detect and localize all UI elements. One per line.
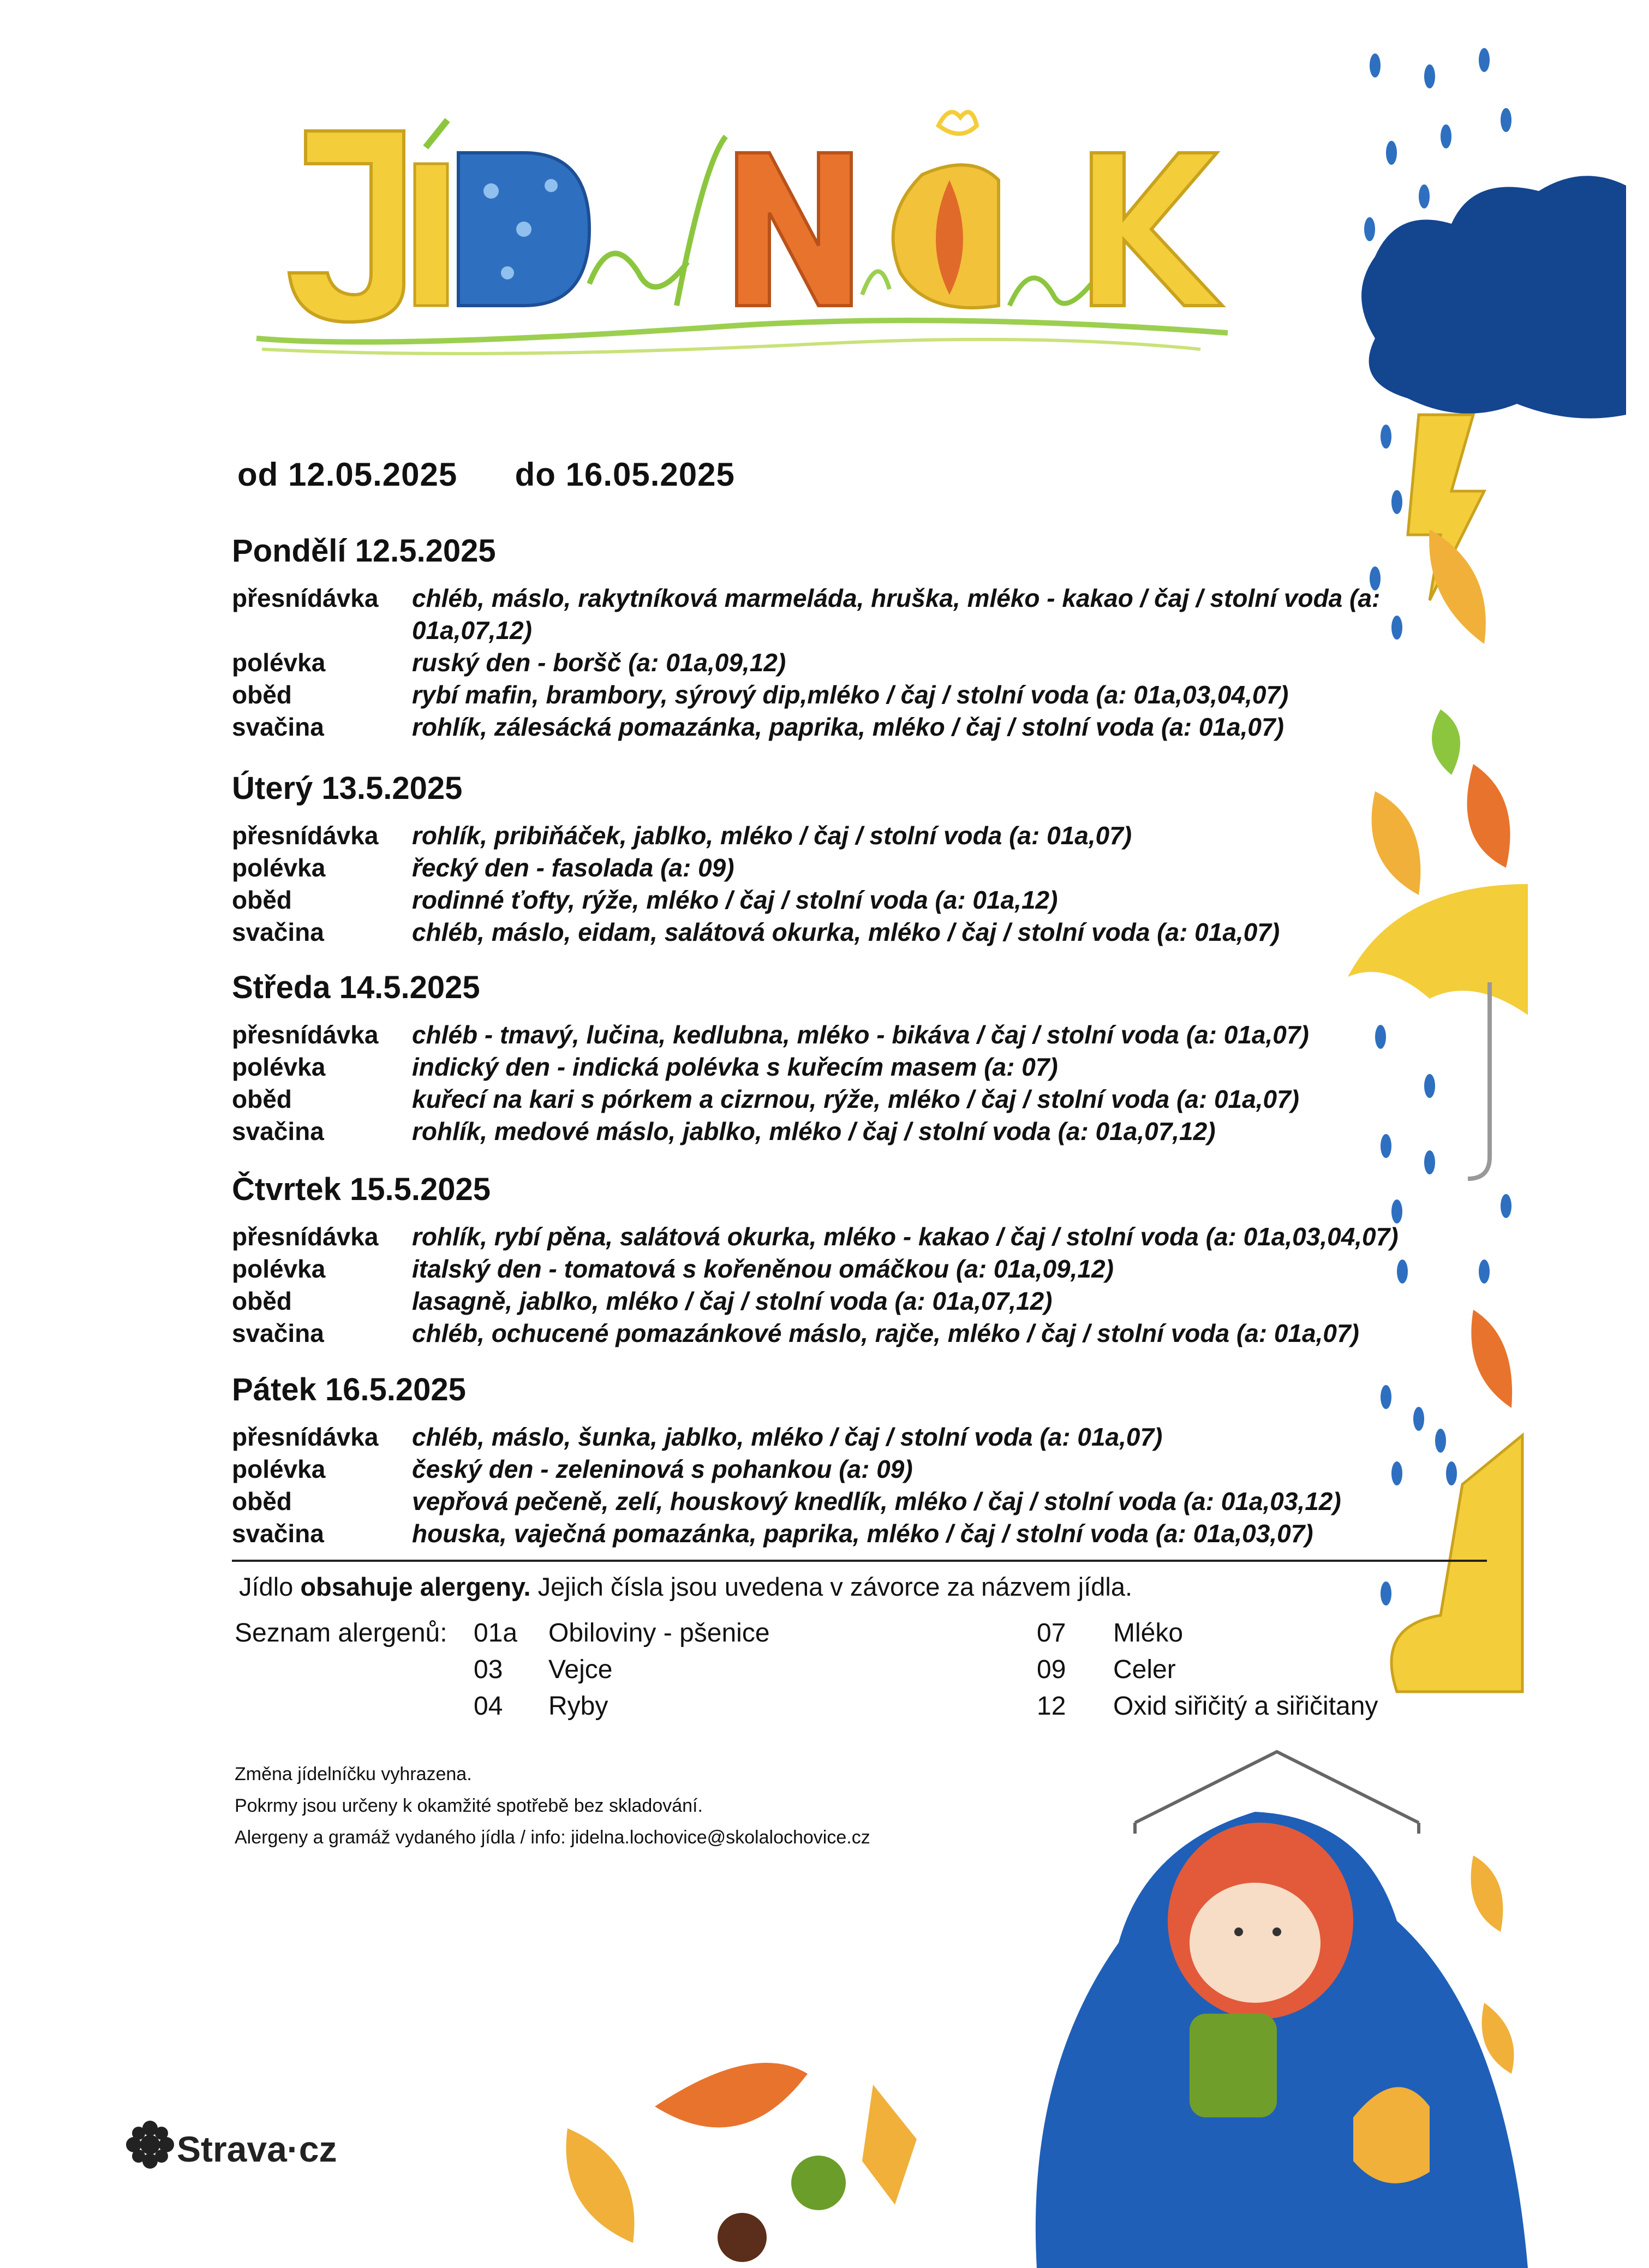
meal-row — [232, 647, 1542, 679]
allergen-code: 04 — [474, 1692, 503, 1721]
allergen-name: Celer — [1113, 1655, 1176, 1684]
meal-row — [232, 582, 1542, 647]
meal-label: svačina — [232, 713, 324, 741]
day-tuesday — [232, 769, 1542, 948]
meal-label: polévka — [232, 854, 326, 882]
meal-text: rohlík, rybí pěna, salátová okurka, mléko - kakao / čaj / stolní voda (a: 01a,03,04,07) — [412, 1222, 1399, 1251]
girl-illustration — [1036, 1752, 1528, 2268]
meal-row — [232, 1317, 1542, 1350]
period-to: do 16.05.2025 — [515, 456, 735, 493]
meal-label: oběd — [232, 1287, 292, 1315]
footer-note: Změna jídelníčku vyhrazena. — [235, 1764, 472, 1784]
menu-period — [237, 456, 735, 493]
meal-text: český den - zeleninová s pohankou (a: 09) — [412, 1455, 913, 1483]
meal-text: chléb - tmavý, lučina, kedlubna, mléko - bikáva / čaj / stolní voda (a: 01a,07) — [412, 1020, 1309, 1049]
meal-text: ruský den - boršč (a: 01a,09,12) — [412, 648, 786, 677]
meal-label: polévka — [232, 1053, 326, 1081]
meal-text: vepřová pečeně, zelí, houskový knedlík, mléko / čaj / stolní voda (a: 01a,03,12) — [412, 1487, 1341, 1515]
day-title: Čtvrtek 15.5.2025 — [232, 1172, 491, 1207]
allergen-note-prefix: Jídlo — [239, 1572, 294, 1601]
allergen-name: Vejce — [548, 1655, 613, 1684]
meal-label: oběd — [232, 886, 292, 914]
meal-text: chléb, máslo, šunka, jablko, mléko / čaj / stolní voda (a: 01a,07) — [412, 1423, 1163, 1451]
meal-row — [232, 1421, 1542, 1453]
meal-label: oběd — [232, 1487, 292, 1515]
meal-text: italský den - tomatová s kořeněnou omáčkou (a: 01a,09,12) — [412, 1255, 1114, 1283]
allergen-code: 07 — [1037, 1619, 1066, 1648]
meal-text: kuřecí na kari s pórkem a cizrnou, rýže, mléko / čaj / stolní voda (a: 01a,07) — [412, 1085, 1299, 1113]
meal-label: přesnídávka — [232, 584, 379, 612]
footer-note: Pokrmy jsou určeny k okamžité spotřebě bez skladování. — [235, 1795, 703, 1816]
allergen-code: 03 — [474, 1655, 503, 1684]
meal-text: chléb, máslo, eidam, salátová okurka, mléko / čaj / stolní voda (a: 01a,07) — [412, 918, 1280, 946]
meal-label: svačina — [232, 918, 324, 946]
day-friday — [232, 1371, 1542, 1550]
allergen-code: 12 — [1037, 1692, 1066, 1721]
meal-row — [232, 1221, 1542, 1253]
day-title: Pondělí 12.5.2025 — [232, 533, 496, 569]
meal-text: řecký den - fasolada (a: 09) — [412, 854, 734, 882]
allergen-name: Obiloviny - pšenice — [548, 1619, 770, 1648]
meal-text: rybí mafin, brambory, sýrový dip,mléko / čaj / stolní voda (a: 01a,03,04,07) — [412, 681, 1289, 709]
allergen-name: Oxid siřičitý a siřičitany — [1113, 1692, 1378, 1721]
meal-label: svačina — [232, 1319, 324, 1347]
meal-label: přesnídávka — [232, 821, 379, 850]
meal-label: polévka — [232, 648, 326, 677]
meal-row — [232, 1051, 1542, 1083]
meal-label: svačina — [232, 1519, 324, 1548]
meal-label: oběd — [232, 1085, 292, 1113]
day-monday — [232, 532, 1542, 743]
meal-text: chléb, máslo, rakytníková marmeláda, hruška, mléko - kakao / čaj / stolní voda (a: 01a,07,12) — [412, 584, 1381, 644]
footer-contact: Alergeny a gramáž vydaného jídla / info: jidelna.lochovice@skolalochovice.cz — [235, 1827, 870, 1848]
meal-label: přesnídávka — [232, 1020, 379, 1049]
meal-row — [232, 916, 1542, 948]
meal-label: přesnídávka — [232, 1222, 379, 1251]
meal-row — [232, 1518, 1542, 1550]
meal-text: rohlík, zálesácká pomazánka, paprika, mléko / čaj / stolní voda (a: 01a,07) — [412, 713, 1284, 741]
allergen-list-label: Seznam alergenů: — [235, 1619, 447, 1648]
meal-row — [232, 1253, 1542, 1285]
meal-row — [232, 820, 1542, 852]
meal-text: rohlík, medové máslo, jablko, mléko / čaj / stolní voda (a: 01a,07,12) — [412, 1117, 1216, 1145]
meal-text: lasagně, jablko, mléko / čaj / stolní voda (a: 01a,07,12) — [412, 1287, 1053, 1315]
meal-text: indický den - indická polévka s kuřecím masem (a: 07) — [412, 1053, 1058, 1081]
meal-label: přesnídávka — [232, 1423, 379, 1451]
day-wednesday — [232, 969, 1542, 1148]
meal-label: polévka — [232, 1455, 326, 1483]
meal-label: svačina — [232, 1117, 324, 1145]
meal-row — [232, 1485, 1542, 1518]
allergen-code: 01a — [474, 1619, 518, 1648]
allergen-name: Ryby — [548, 1692, 608, 1721]
meal-row — [232, 1115, 1542, 1148]
meal-text: chléb, ochucené pomazánkové máslo, rajče, mléko / čaj / stolní voda (a: 01a,07) — [412, 1319, 1359, 1347]
allergen-name: Mléko — [1113, 1619, 1184, 1648]
title-lettering-art — [256, 112, 1228, 354]
day-title: Úterý 13.5.2025 — [232, 771, 463, 806]
meal-label: polévka — [232, 1255, 326, 1283]
day-title: Středa 14.5.2025 — [232, 970, 480, 1005]
meal-row — [232, 711, 1542, 743]
meal-row — [232, 679, 1542, 711]
meal-row — [232, 1285, 1542, 1317]
strava-logo — [130, 2128, 337, 2170]
divider — [232, 1560, 1487, 1562]
meal-text: houska, vaječná pomazánka, paprika, mléko / čaj / stolní voda (a: 01a,03,07) — [412, 1519, 1313, 1548]
allergen-code: 09 — [1037, 1655, 1066, 1684]
day-thursday — [232, 1171, 1542, 1350]
strava-logo-text: Strava·cz — [177, 2129, 337, 2169]
meal-row — [232, 1019, 1542, 1051]
allergen-note-rest: Jejich čísla jsou uvedena v závorce za názvem jídla. — [537, 1572, 1133, 1601]
meal-text: rohlík, pribiňáček, jablko, mléko / čaj / stolní voda (a: 01a,07) — [412, 821, 1132, 850]
allergen-note — [239, 1572, 1132, 1602]
meal-row — [232, 884, 1542, 916]
meal-label: oběd — [232, 681, 292, 709]
period-from: od 12.05.2025 — [237, 456, 458, 493]
meal-text: rodinné ťofty, rýže, mléko / čaj / stolní voda (a: 01a,12) — [412, 886, 1058, 914]
meal-row — [232, 852, 1542, 884]
day-title: Pátek 16.5.2025 — [232, 1372, 466, 1407]
meal-row — [232, 1083, 1542, 1115]
meal-row — [232, 1453, 1542, 1485]
allergen-note-bold: obsahuje alergeny. — [300, 1572, 531, 1601]
